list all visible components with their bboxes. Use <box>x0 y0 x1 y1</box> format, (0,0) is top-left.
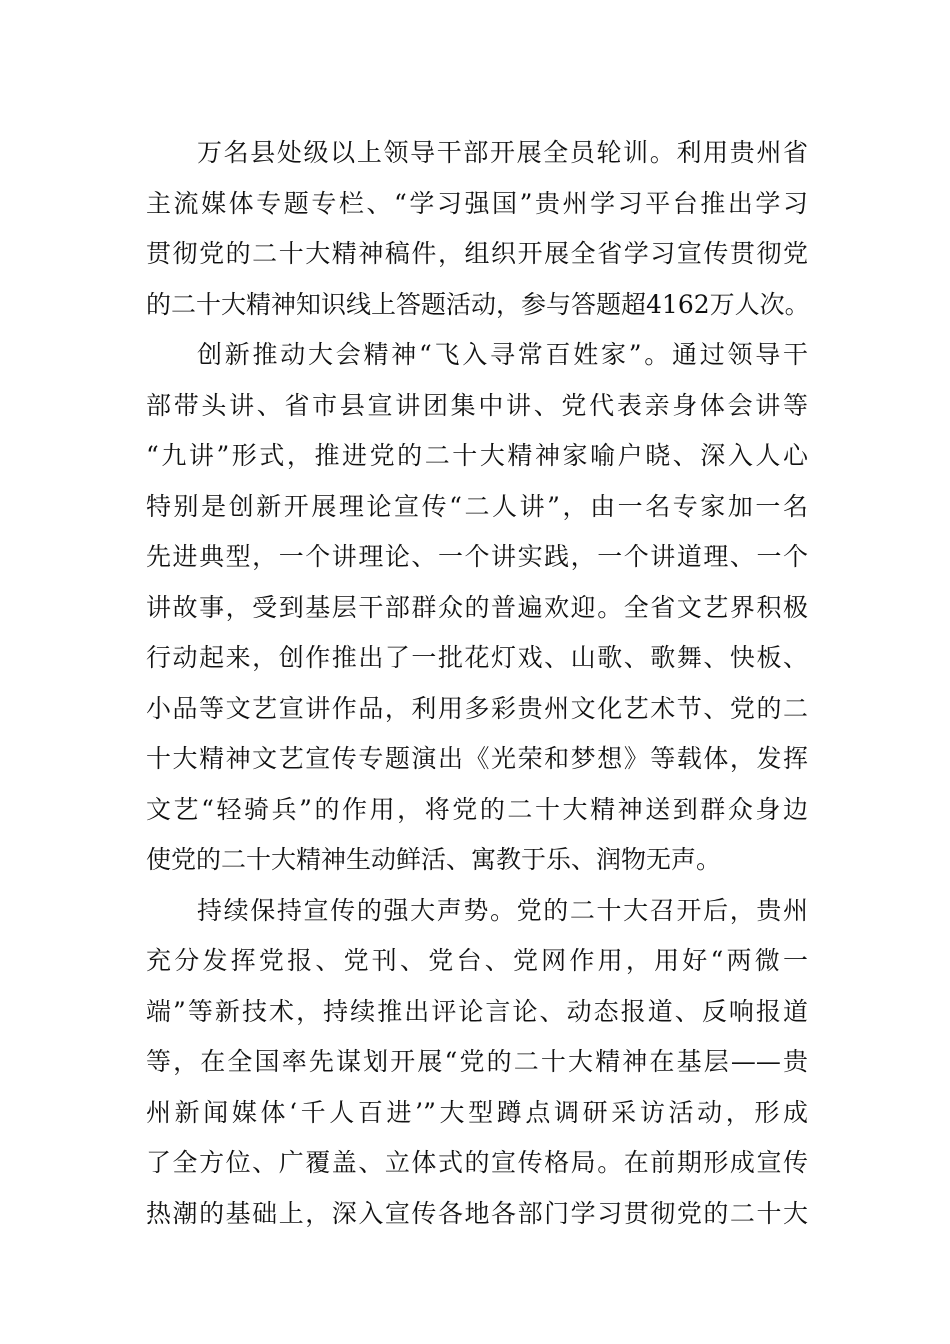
text-line: 万名县处级以上领导干部开展全员轮训。利用贵州省 <box>197 138 808 167</box>
text-line: 充分发挥党报、党刊、党台、党网作用，用好“两微一 <box>146 946 808 975</box>
text-line: 讲故事，受到基层干部群众的普遍欢迎。全省文艺界积极 <box>146 592 808 622</box>
text-line: 持续保持宣传的强大声势。党的二十大召开后，贵州 <box>197 895 808 925</box>
text-line: “九讲”形式，推进党的二十大精神家喻户晓、深入人心 <box>146 441 808 470</box>
text-line: 的二十大精神知识线上答题活动，参与答题超4162万人次。 <box>146 289 810 319</box>
text-line: 端”等新技术，持续推出评论言论、动态报道、反响报道 <box>146 996 808 1026</box>
text-line: 部带头讲、省市县宣讲团集中讲、党代表亲身体会讲等 <box>146 390 808 420</box>
text-line: 贯彻党的二十大精神稿件，组织开展全省学习宣传贯彻党 <box>146 239 808 268</box>
text-line: 主流媒体专题专栏、“学习强国”贵州学习平台推出学习 <box>146 188 808 218</box>
text-line: 等，在全国率先谋划开展“党的二十大精神在基层——贵 <box>146 1047 808 1076</box>
document-body <box>146 128 808 1239</box>
text-line: 创新推动大会精神“飞入寻常百姓家”。通过领导干 <box>197 340 808 369</box>
text-line: 特别是创新开展理论宣传“二人讲”，由一名专家加一名 <box>146 491 808 521</box>
text-line: 热潮的基础上，深入宣传各地各部门学习贯彻党的二十大 <box>146 1198 808 1228</box>
text-line: 州新闻媒体‘千人百进’”大型蹲点调研采访活动，形成 <box>146 1097 808 1127</box>
text-line: 了全方位、广覆盖、立体式的宣传格局。在前期形成宣传 <box>146 1148 808 1177</box>
text-line: 文艺“轻骑兵”的作用，将党的二十大精神送到群众身边 <box>146 794 808 824</box>
text-line: 先进典型，一个讲理论、一个讲实践，一个讲道理、一个 <box>146 542 808 571</box>
text-line: 行动起来，创作推出了一批花灯戏、山歌、歌舞、快板、 <box>146 643 808 672</box>
text-line: 小品等文艺宣讲作品，利用多彩贵州文化艺术节、党的二 <box>146 693 808 723</box>
text-line: 十大精神文艺宣传专题演出《光荣和梦想》等载体，发挥 <box>146 744 808 773</box>
text-line: 使党的二十大精神生动鲜活、寓教于乐、润物无声。 <box>146 845 722 874</box>
